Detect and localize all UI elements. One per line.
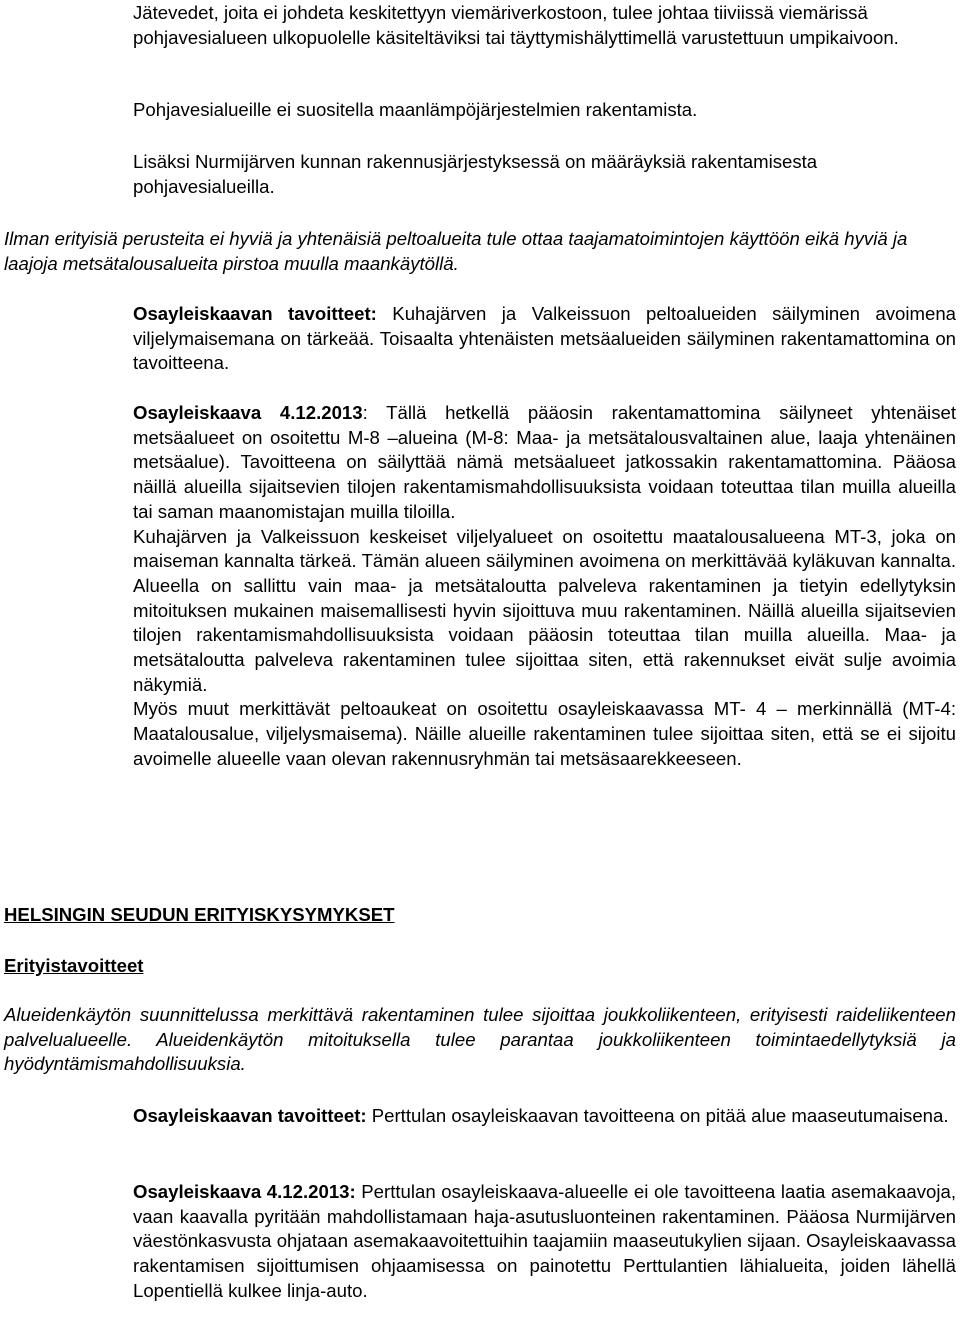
section-osayleiskaava-2013-1 <box>133 401 956 772</box>
osayleiskaava-goals-label-2: Osayleiskaavan tavoitteet: <box>133 1105 367 1126</box>
paragraph-wastewater: Jätevedet, joita ei johdeta keskitettyyn viemäriverkostoon, tulee johtaa tiiviissä viemärissä pohjavesialueen ulkopuolelle käsiteltäviksi tai täyttymishälyttimellä varustettuun umpikaivoon. <box>133 2 899 48</box>
section-subheading: Erityistavoitteet <box>4 955 144 976</box>
paragraph-kaava-2013-mt4: Myös muut merkittävät peltoaukeat on osoitettu osayleiskaavassa MT- 4 – merkinnällä (MT-4: Maatalousalue, viljelysmaisema). Näille alueille rakentaminen tulee sijoittaa siten, että se ei sijoitu avoimelle alueelle vaan olevan rakennusryhmän tai metsäsaarekkeeseen. <box>133 698 956 769</box>
paragraph-osayleiskaava-goals-2 <box>133 1104 956 1129</box>
paragraph-kaava-2013-perttula <box>133 1180 956 1304</box>
paragraph-building-code: Lisäksi Nurmijärven kunnan rakennusjärjestyksessä on määräyksiä rakentamisesta pohjavesialueilla. <box>133 151 818 197</box>
paragraph-kaava-2013-fields: Kuhajärven ja Valkeissuon keskeiset viljelyalueet on osoitettu maatalousalueena MT-3, joka on maiseman kannalta tärkeä. Tämän alueen säilyminen avoimena on merkittävää kyläkuvan kannalta. Alueella on sallittu vain maa- ja metsätaloutta palveleva rakentaminen ja tietyin edellytyksin mitoituksen mukainen maisemallisesti hyvin sijoittuva muu rakentaminen. Näillä alueilla sijaitsevien tilojen rakentamismahdollisuuksista voidaan pääosin toteuttaa tilan muilla alueilla. Maa- ja metsätaloutta palveleva rakentaminen tulee sijoittaa siten, että rakennukset eivät sulje avoimia näkymiä. <box>133 525 956 695</box>
section-heading: HELSINGIN SEUDUN ERITYISKYSYMYKSET <box>4 904 395 925</box>
paragraph-geothermal: Pohjavesialueille ei suositella maanlämpöjärjestelmien rakentamista. <box>133 99 698 120</box>
osayleiskaava-goals-text-2: Perttulan osayleiskaavan tavoitteena on pitää alue maaseutumaisena. <box>366 1105 949 1126</box>
kaava-2013-perttula-text: Perttulan osayleiskaava-alueelle ei ole tavoitteena laatia asemakaavoja, vaan kaavalla pyritään mahdollistamaan haja-asutusluonteinen rakentaminen. Pääosa Nurmijärven väestönkasvusta ohjataan asemakaavoitettuihin taajamiin maaseutukylien sijaan. Osayleiskaavassa rakentamisen sijoittumisen ohjaamisessa on painotettu Perttulantien lähialueita, joiden lähellä Lopentiellä kulkee linja-auto. <box>133 1181 957 1301</box>
kaava-2013-label-2: Osayleiskaava 4.12.2013: <box>133 1181 356 1202</box>
osayleiskaava-goals-text: Kuhajärven ja Valkeissuon peltoalueiden säilyminen avoimena viljelymaisemana on tärkeää. Toisaalta yhtenäisten metsäalueiden säilyminen rakentamattomina on tavoitteena. <box>133 303 956 374</box>
paragraph-goal-fields-forests: Ilman erityisiä perusteita ei hyviä ja yhtenäisiä peltoalueita tule ottaa taajamatoimintojen käyttöön eikä hyviä ja laajoja metsätalousalueita pirstoa muulla maankäytöllä. <box>4 228 908 274</box>
paragraph-osayleiskaava-goals-1 <box>133 302 956 376</box>
osayleiskaava-goals-label: Osayleiskaavan tavoitteet: <box>133 303 377 324</box>
kaava-2013-forests-text: : Tällä hetkellä pääosin rakentamattomina säilyneet yhtenäiset metsäalueet on osoitettu M-8 –alueina (M-8: Maa- ja metsätalousvaltainen alue, laaja yhtenäinen metsäalue). Tavoitteena on säilyttää nämä metsäalueet jatkossakin rakentamattomina. Pääosa näillä alueilla sijaitsevien tilojen rakentamismahdollisuuksista voidaan toteuttaa tilan muilla alueilla tai saman maanomistajan muilla tiloilla. <box>133 402 956 522</box>
kaava-2013-label: Osayleiskaava 4.12.2013 <box>133 402 363 423</box>
paragraph-kaava-2013-forests <box>133 401 956 525</box>
paragraph-goal-public-transport: Alueidenkäytön suunnittelussa merkittävä rakentaminen tulee sijoittaa joukkoliikenteen, erityisesti raideliikenteen palvelualueelle. Alueidenkäytön mitoituksella tulee parantaa joukkoliikenteen toimintaedellytyksiä ja hyödyntämismahdollisuuksia. <box>4 1004 956 1075</box>
